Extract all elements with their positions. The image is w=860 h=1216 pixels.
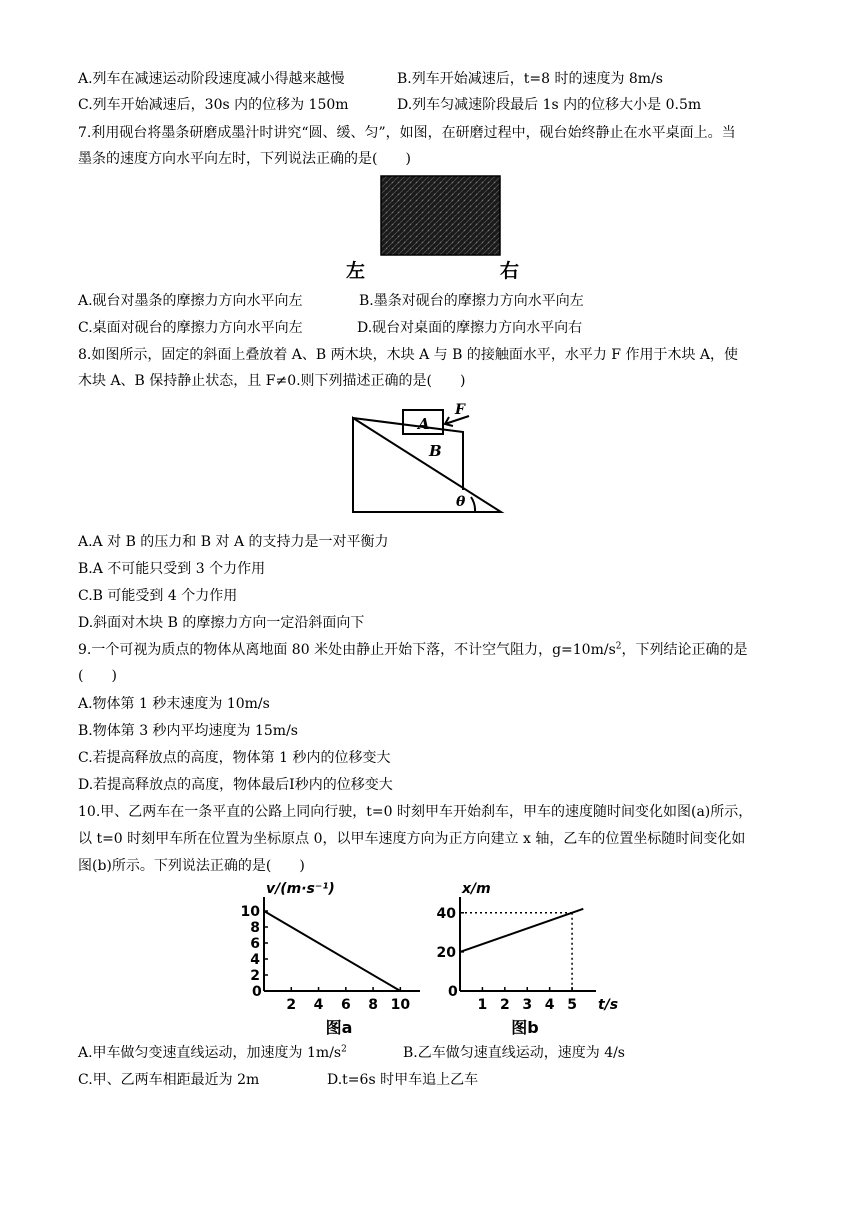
q8-option-a: A.A 对 B 的压力和 B 对 A 的支持力是一对平衡力: [78, 534, 389, 550]
chart-b-position-time: [426, 881, 619, 1038]
x-tick-label: 4: [313, 997, 324, 1013]
q10-option-b: B.乙车做匀速直线运动，速度为 4/s: [403, 1045, 625, 1061]
q7-option-c: C.桌面对砚台的摩擦力方向水平向左: [78, 320, 303, 336]
label-theta: θ: [456, 494, 466, 510]
inkstone-figure: [340, 172, 540, 282]
ink-stick-block: [381, 176, 500, 255]
label-f: F: [455, 402, 465, 418]
chart-a-velocity-time: [236, 881, 416, 1038]
x-tick-label: 2: [499, 997, 510, 1013]
x-tick-label: 3: [522, 997, 533, 1013]
label-a: A: [418, 415, 430, 433]
x-tick-label: 10: [390, 997, 411, 1013]
q7-option-a: A.砚台对墨条的摩擦力方向水平向左: [78, 293, 303, 309]
incline-blocks-figure: [345, 400, 510, 520]
q7-stem-line-2: 墨条的速度方向水平向左时，下列说法正确的是( ): [78, 151, 411, 167]
label-b: B: [429, 442, 442, 460]
series-line: [264, 911, 400, 991]
chart-title: 图a: [325, 1018, 353, 1037]
y-axis-label: x/m: [462, 881, 491, 897]
figure-label-left: 左: [346, 260, 366, 282]
q9-stem-text-end: ，下列结论正确的是: [621, 642, 748, 658]
origin-label: 0: [252, 984, 262, 1000]
q7-option-b: B.墨条对砚台的摩擦力方向水平向左: [359, 293, 584, 309]
q6-option-c: C.列车开始减速后，30s 内的位移为 150m: [78, 97, 349, 113]
y-tick-label: 2: [250, 968, 260, 984]
chart-title: 图b: [511, 1018, 539, 1037]
origin-label: 0: [448, 984, 458, 1000]
x-axis-label: t/s: [598, 997, 619, 1013]
series-line: [460, 909, 583, 952]
y-tick-label: 4: [250, 952, 260, 968]
q10-stem-line-3: 图(b)所示。下列说法正确的是( ): [78, 858, 305, 874]
q9-option-b: B.物体第 3 秒内平均速度为 15m/s: [78, 723, 298, 739]
q8-option-c: C.B 可能受到 4 个力作用: [78, 588, 238, 604]
q8-option-d: D.斜面对木块 B 的摩擦力方向一定沿斜面向下: [78, 615, 365, 631]
y-tick-label: 40: [436, 905, 456, 922]
x-tick-label: 6: [340, 997, 351, 1013]
x-tick-label: 1: [477, 997, 488, 1013]
q10-stem-line-2: 以 t=0 时刻甲车所在位置为坐标原点 0，以甲车速度方向为正方向建立 x 轴，乙车的位置坐标随时间变化如: [78, 831, 746, 847]
x-tick-label: 8: [368, 997, 378, 1013]
q7-option-d: D.砚台对桌面的摩擦力方向水平向右: [357, 320, 583, 336]
y-tick-label: 8: [250, 920, 260, 936]
x-tick-label: 4: [544, 997, 555, 1013]
q9-option-c: C.若提高释放点的高度，物体第 1 秒内的位移变大: [78, 750, 391, 766]
q6-option-d: D.列车匀减速阶段最后 1s 内的位移大小是 0.5m: [397, 97, 702, 113]
theta-arc: [471, 497, 475, 512]
q9-option-d: D.若提高释放点的高度，物体最后Ⅰ秒内的位移变大: [78, 777, 393, 793]
q9-option-a: A.物体第 1 秒末速度为 10m/s: [78, 696, 270, 712]
q6-option-b: B.列车开始减速后，t=8 时的速度为 8m/s: [397, 71, 663, 87]
q10-option-a: [78, 1043, 347, 1063]
q10-option-d: D.t=6s 时甲车追上乙车: [327, 1072, 479, 1088]
q10-option-a-superscript: 2: [341, 1044, 347, 1055]
q8-option-b: B.A 不可能只受到 3 个力作用: [78, 561, 266, 577]
q9-stem-text: 9.一个可视为质点的物体从离地面 80 米处由静止开始下落，不计空气阻力，g=10m/s: [78, 642, 616, 658]
x-tick-label: 5: [567, 997, 577, 1013]
y-tick-label: 20: [436, 944, 456, 961]
q8-stem-line-2: 木块 A、B 保持静止状态，且 F≠0.则下列描述正确的是( ): [78, 373, 466, 389]
q10-stem-line-1: 10.甲、乙两车在一条平直的公路上同向行驶，t=0 时刻甲车开始刹车，甲车的速度随时间变化如图(a)所示，: [78, 804, 753, 820]
q8-stem-line-1: 8.如图所示，固定的斜面上叠放着 A、B 两木块，木块 A 与 B 的接触面水平，水平力 F 作用于木块 A，使: [78, 347, 739, 363]
q10-option-c: C.甲、乙两车相距最近为 2m: [78, 1072, 260, 1088]
q7-stem-line-1: 7.利用砚台将墨条研磨成墨汁时讲究“圆、缓、匀”，如图，在研磨过程中，砚台始终静止在水平桌面上。当: [78, 125, 736, 141]
y-tick-label: 6: [250, 936, 260, 952]
figure-label-right: 右: [500, 260, 520, 282]
x-tick-label: 2: [286, 997, 297, 1013]
y-axis-label: v/(m·s⁻¹): [266, 881, 335, 897]
q9-stem-line-2: ( ): [78, 668, 117, 684]
q9-stem-line-1: [78, 640, 748, 660]
q9-stem-superscript: 2: [615, 641, 622, 652]
q10-option-a-text: A.甲车做匀变速直线运动，加速度为 1m/s: [78, 1045, 342, 1061]
q6-option-a: A.列车在减速运动阶段速度减小得越来越慢: [78, 71, 345, 87]
y-tick-label: 10: [240, 904, 260, 920]
